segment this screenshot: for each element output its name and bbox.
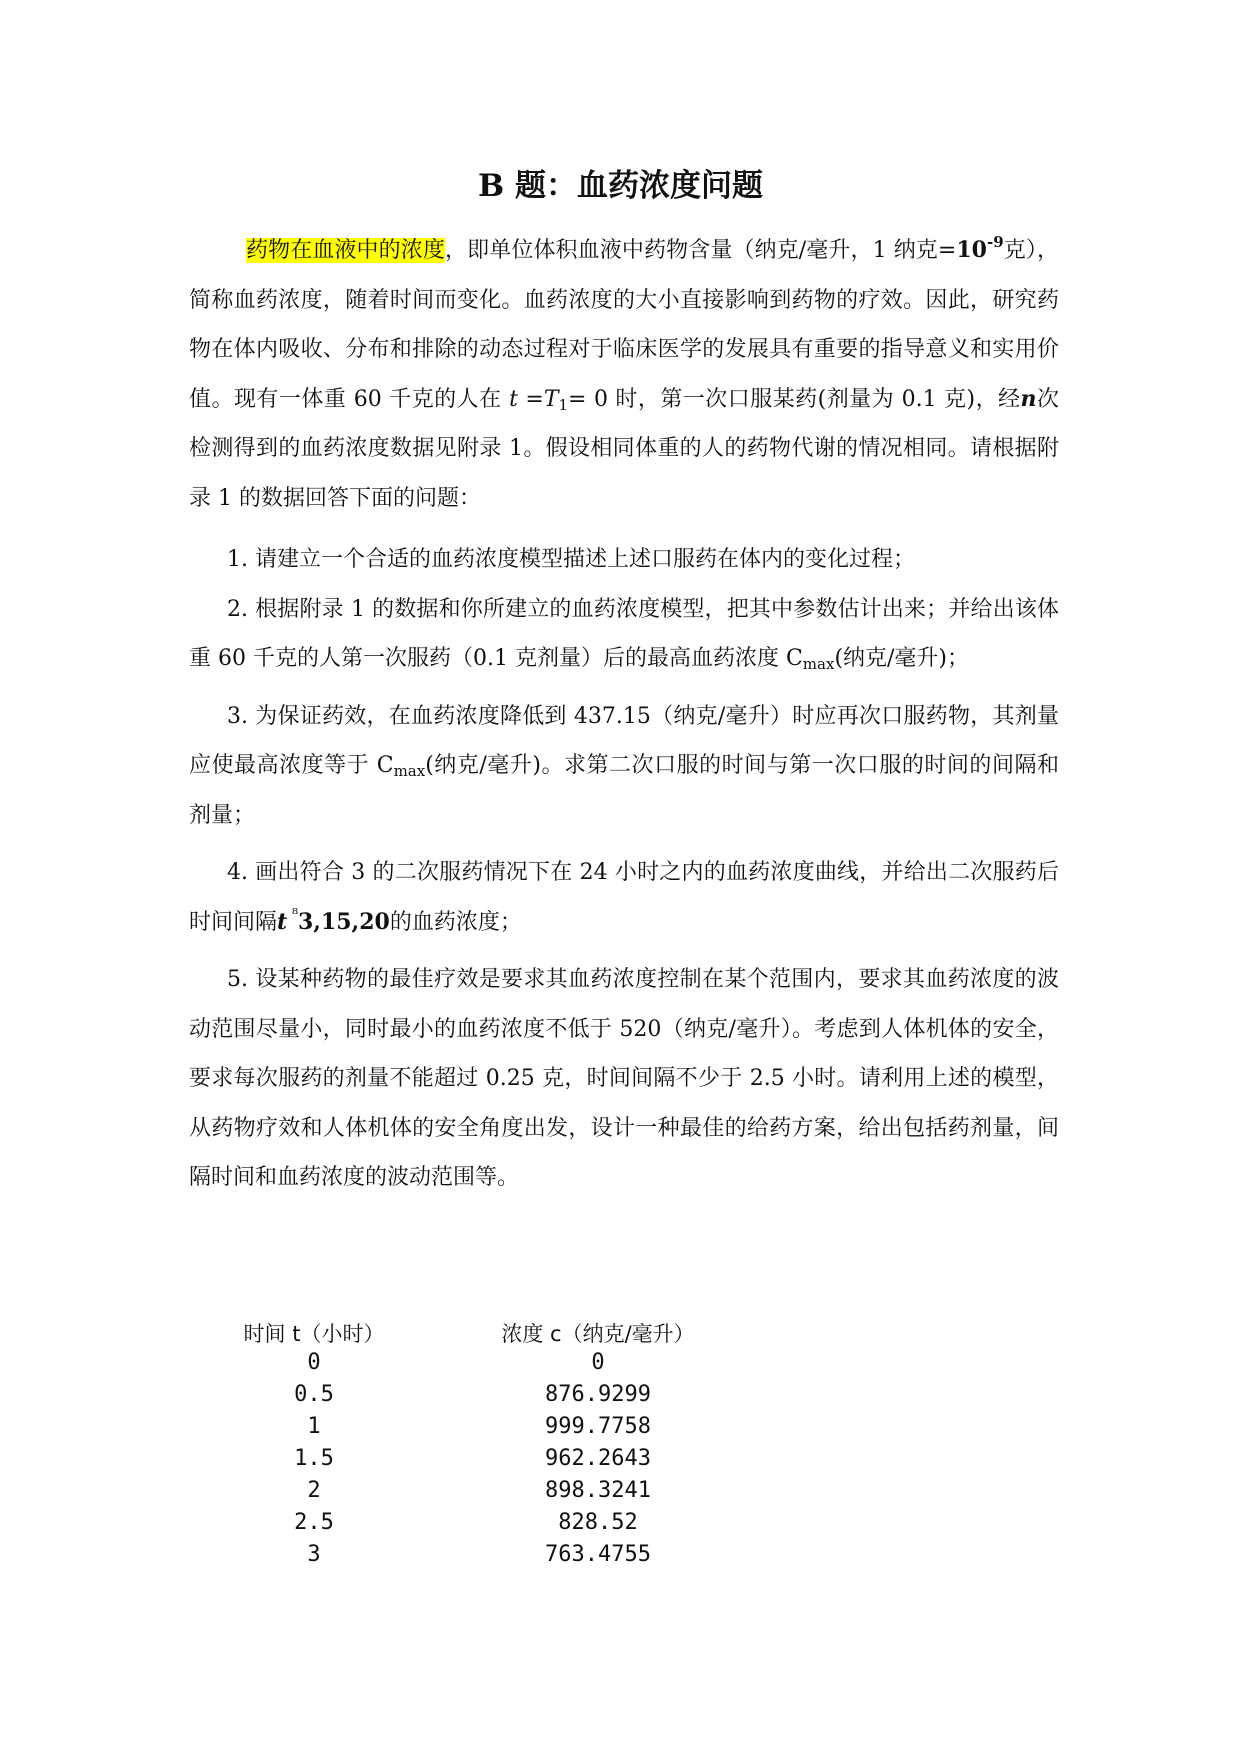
- cell-time: 3: [307, 1542, 321, 1567]
- question-2-text-b: (纳克/毫升)；: [834, 646, 970, 671]
- cell-time: 0.5: [294, 1382, 334, 1407]
- intro-paragraph: [189, 226, 1059, 523]
- intro-text-1: ，即单位体积血液中药物含量（纳克/毫升，1 纳克=: [445, 238, 957, 263]
- table-row: [0, 1478, 1241, 1510]
- question-5: 5. 设某种药物的最佳疗效是要求其血药浓度控制在某个范围内，要求其血药浓度的波动范围尽量小，同时最小的血药浓度不低于 520（纳克/毫升）。考虑到人体机体的安全，要求每次服药的剂量不能超过 0.25 克，时间间隔不少于 2.5 小时。请利用上述的模型，从药物疗效和人体机体的安全角度出发，设计一种最佳的给药方案，给出包括药剂量，间隔时间和血药浓度的波动范围等。: [189, 967, 1059, 1190]
- question-2-text-a: 2. 根据附录 1 的数据和你所建立的血药浓度模型，把其中参数估计出来；并给出该体重 60 千克的人第一次服药（0.1 克剂量）后的最高血药浓度 C: [189, 596, 1059, 671]
- variable-T: T: [543, 386, 559, 412]
- intro-text-2: 克），简称血药浓度，随着时间而变化。血药浓度的大小直接影响到药物的疗效。因此，研究药物在体内吸收、分布和排除的动态过程对于临床医学的发展具有重要的指导意义和实用价值。现有一体重 60 千克的人在: [189, 238, 1059, 412]
- cell-time: 1.5: [294, 1446, 334, 1471]
- exponent-base: 10: [956, 237, 987, 263]
- question-4-values: 3,15,20: [297, 908, 390, 935]
- table-row: [0, 1446, 1241, 1478]
- exponent-superscript: -9: [986, 233, 1004, 251]
- cell-concentration: 0: [591, 1350, 605, 1375]
- question-list: [189, 535, 1059, 1203]
- question-4: [189, 848, 1059, 947]
- intro-text-4: 次检测得到的血药浓度数据见附录 1。假设相同体重的人的药物代谢的情况相同。请根据附录 1 的数据回答下面的问题：: [189, 386, 1059, 511]
- cell-concentration: 962.2643: [545, 1446, 651, 1471]
- table-row: [0, 1350, 1241, 1382]
- cell-concentration: 999.7758: [545, 1414, 651, 1439]
- cell-time: 0: [307, 1350, 321, 1375]
- cell-concentration: 876.9299: [545, 1382, 651, 1407]
- question-2-subscript: max: [802, 655, 835, 673]
- cell-concentration: 898.3241: [545, 1478, 651, 1503]
- cell-time: 1: [307, 1414, 321, 1439]
- variable-n: n: [1020, 385, 1037, 412]
- header-time: 时间 t（小时）: [243, 1322, 385, 1346]
- variable-t: t: [509, 386, 518, 412]
- cell-concentration: 763.4755: [545, 1542, 651, 1567]
- question-4-symbol: ⁸: [287, 904, 298, 923]
- question-3-text-a: 3. 为保证药效，在血药浓度降低到 437.15（纳克/毫升）时应再次口服药物，其剂量应使最高浓度等于 C: [189, 703, 1059, 778]
- question-3-subscript: max: [393, 762, 426, 780]
- cell-concentration: 828.52: [558, 1510, 638, 1535]
- question-4-text-b: 的血药浓度；: [389, 909, 522, 935]
- question-4-variable-t: t: [277, 908, 288, 935]
- equals-sign: =: [517, 386, 544, 412]
- cell-time: 2.5: [294, 1510, 334, 1535]
- page-title: B 题：血药浓度问题: [478, 168, 763, 204]
- table-row: [0, 1510, 1241, 1542]
- highlighted-phrase: 药物在血液中的浓度: [246, 238, 445, 263]
- subscript-1: 1: [558, 395, 569, 414]
- question-3: [189, 692, 1059, 841]
- cell-time: 2: [307, 1478, 321, 1503]
- question-4-text-a: 4. 画出符合 3 的二次服药情况下在 24 小时之内的血药浓度曲线，并给出二次服药后时间间隔: [189, 860, 1059, 935]
- table-row: [0, 1414, 1241, 1446]
- header-concentration: 浓度 c（纳克/毫升）: [501, 1322, 695, 1346]
- question-3-text-b: (纳克/毫升)。求第二次口服的时间与第一次口服的时间的间隔和剂量；: [189, 753, 1059, 828]
- table-row: [0, 1382, 1241, 1414]
- table-row: [0, 1542, 1241, 1574]
- table-header-row: [0, 1318, 1241, 1350]
- intro-text-3: = 0 时，第一次口服某药(剂量为 0.1 克)，经: [568, 386, 1021, 412]
- question-2: [189, 585, 1059, 684]
- question-1: 1. 请建立一个合适的血药浓度模型描述上述口服药在体内的变化过程；: [227, 547, 915, 572]
